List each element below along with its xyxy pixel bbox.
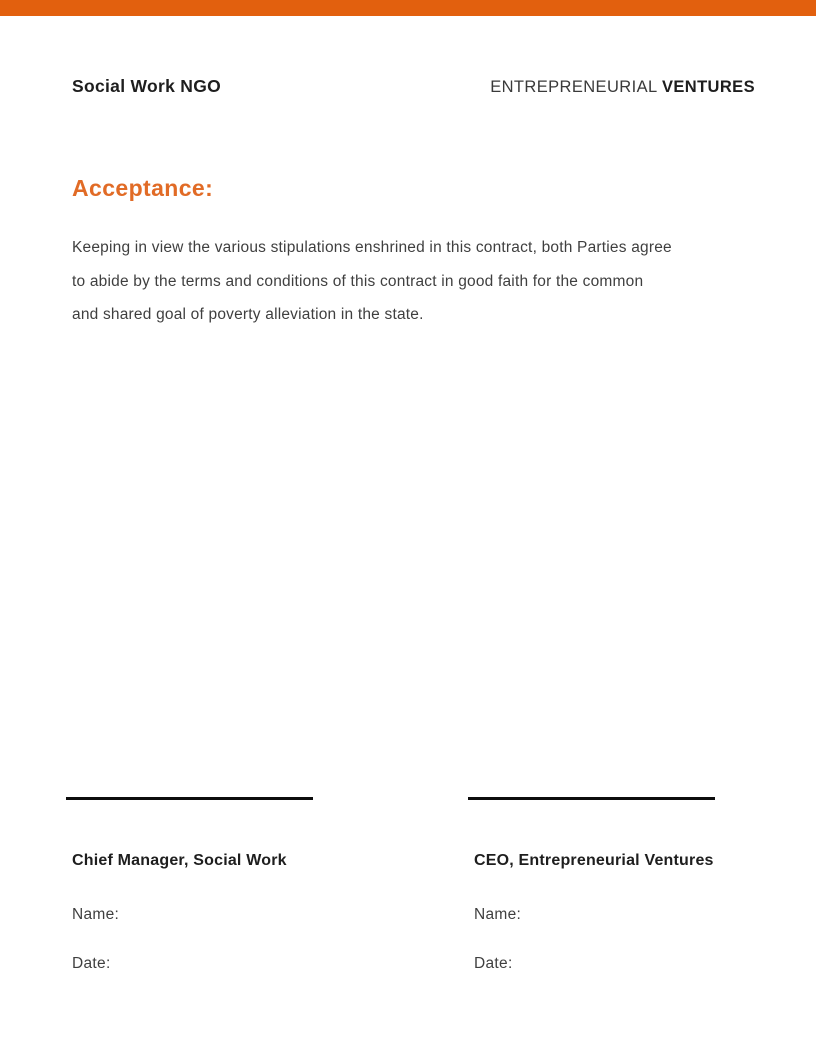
acceptance-paragraph-line: to abide by the terms and conditions of this contract in good faith for the common bbox=[72, 272, 644, 290]
brand-right-light-text: ENTREPRENEURIAL bbox=[490, 78, 657, 96]
signature-line bbox=[66, 797, 313, 800]
acceptance-paragraph bbox=[72, 231, 758, 332]
signature-role-label: CEO, Entrepreneurial Ventures bbox=[474, 852, 714, 869]
date-field-label: Date: bbox=[474, 954, 513, 972]
signature-role-label: Chief Manager, Social Work bbox=[72, 852, 287, 869]
brand-entrepreneurial-ventures bbox=[490, 78, 755, 97]
document-header bbox=[72, 76, 755, 97]
signature-row bbox=[66, 797, 756, 973]
signature-block-ceo bbox=[468, 797, 715, 973]
date-field-label: Date: bbox=[72, 954, 111, 972]
name-field-label: Name: bbox=[72, 906, 120, 924]
acceptance-section bbox=[72, 175, 758, 332]
acceptance-paragraph-line: and shared goal of poverty alleviation in the state. bbox=[72, 306, 424, 323]
acceptance-paragraph-line: Keeping in view the various stipulations enshrined in this contract, both Parties agree bbox=[72, 239, 672, 256]
signature-block-chief-manager bbox=[66, 797, 313, 973]
signature-line bbox=[468, 797, 715, 800]
name-field-label: Name: bbox=[474, 906, 522, 924]
brand-right-bold-text: VENTURES bbox=[661, 78, 755, 96]
accent-top-bar bbox=[0, 0, 816, 16]
acceptance-heading: Acceptance: bbox=[72, 175, 214, 201]
brand-social-work-ngo: Social Work NGO bbox=[72, 76, 222, 96]
